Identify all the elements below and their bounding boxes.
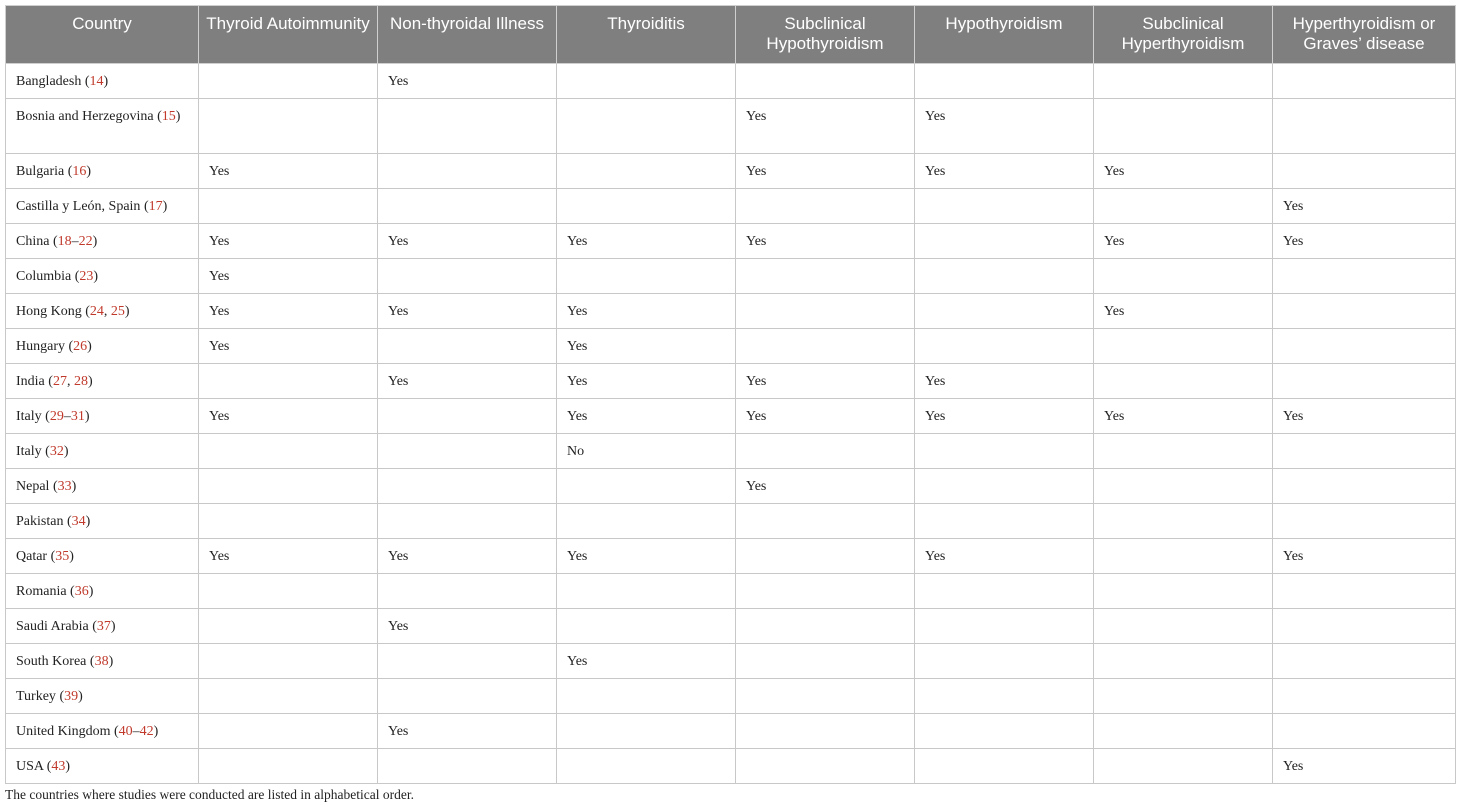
table-cell: [1273, 434, 1456, 469]
table-cell: Yes: [557, 364, 736, 399]
table-footnote: The countries where studies were conducted are listed in alphabetical order.: [5, 787, 414, 802]
table-cell: [1273, 469, 1456, 504]
reference-link[interactable]: 39: [64, 689, 79, 704]
table-cell: [199, 434, 378, 469]
table-cell: [915, 469, 1094, 504]
table-cell: [736, 294, 915, 329]
reference-link[interactable]: 22: [78, 234, 93, 249]
table-cell: [378, 434, 557, 469]
table-cell: Yes: [199, 294, 378, 329]
table-body: [6, 64, 1456, 784]
table-cell: Yes: [915, 539, 1094, 574]
table-cell: [1094, 609, 1273, 644]
table-cell: Yes: [378, 364, 557, 399]
table-cell: [915, 714, 1094, 749]
country-cell: South Korea (38): [6, 644, 199, 679]
table-cell: [1094, 504, 1273, 539]
table-cell: Yes: [199, 329, 378, 364]
table-cell: [1273, 294, 1456, 329]
table-cell: Yes: [736, 399, 915, 434]
country-name: Columbia: [16, 269, 72, 284]
table-cell: [736, 714, 915, 749]
header-non-thyroidal-illness: Non-thyroidal Illness: [378, 6, 557, 64]
country-name: Romania: [16, 584, 67, 599]
table-cell: [915, 294, 1094, 329]
reference-separator: ,: [103, 304, 111, 319]
header-subclinical-hypothyroidism: Subclinical Hypothyroidism: [736, 6, 915, 64]
country-cell: Nepal (33): [6, 469, 199, 504]
country-cell: Italy (29–31): [6, 399, 199, 434]
reference-link[interactable]: 24: [89, 304, 104, 319]
table-cell: [1094, 714, 1273, 749]
table-cell: [378, 574, 557, 609]
header-thyroid-autoimmunity: Thyroid Autoimmunity: [199, 6, 378, 64]
reference-link[interactable]: 28: [73, 374, 88, 389]
reference-link[interactable]: 14: [89, 74, 104, 89]
table-cell: [557, 504, 736, 539]
table-row: [6, 644, 1456, 679]
table-cell: Yes: [736, 99, 915, 154]
table-cell: [378, 679, 557, 714]
reference-link[interactable]: 27: [52, 374, 67, 389]
table-cell: [199, 504, 378, 539]
table-cell: Yes: [1273, 224, 1456, 259]
country-name: South Korea: [16, 654, 87, 669]
country-name: China: [16, 234, 50, 249]
table-cell: [557, 679, 736, 714]
table-cell: Yes: [915, 399, 1094, 434]
table-cell: [915, 679, 1094, 714]
table-cell: Yes: [1094, 399, 1273, 434]
country-cell: Bosnia and Herzegovina (15): [6, 99, 199, 154]
table-cell: Yes: [557, 399, 736, 434]
country-name: Bosnia and Herzegovina: [16, 109, 154, 124]
reference-link[interactable]: 18: [57, 234, 72, 249]
table-cell: [736, 749, 915, 784]
table-cell: Yes: [378, 714, 557, 749]
country-cell: Turkey (39): [6, 679, 199, 714]
table-cell: [199, 64, 378, 99]
reference-link[interactable]: 36: [74, 584, 89, 599]
table-cell: [1094, 679, 1273, 714]
country-name: India: [16, 374, 45, 389]
table-cell: [915, 609, 1094, 644]
table-cell: Yes: [557, 294, 736, 329]
table-cell: Yes: [199, 539, 378, 574]
table-cell: Yes: [557, 329, 736, 364]
country-name: Italy: [16, 409, 42, 424]
country-cell: Italy (32): [6, 434, 199, 469]
table-row: [6, 434, 1456, 469]
table-cell: [557, 154, 736, 189]
reference-link[interactable]: 35: [55, 549, 70, 564]
table-cell: [1094, 644, 1273, 679]
table-cell: [1094, 64, 1273, 99]
country-name: Castilla y León, Spain: [16, 199, 141, 214]
reference-link[interactable]: 38: [94, 654, 109, 669]
table-cell: [199, 679, 378, 714]
reference-separator: –: [71, 234, 79, 249]
country-cell: Hungary (26): [6, 329, 199, 364]
table-cell: [199, 99, 378, 154]
table-cell: [1094, 749, 1273, 784]
table-cell: [1273, 574, 1456, 609]
table-cell: No: [557, 434, 736, 469]
table-cell: [378, 189, 557, 224]
table-cell: Yes: [915, 154, 1094, 189]
table-cell: [378, 259, 557, 294]
table-cell: Yes: [378, 609, 557, 644]
table-row: [6, 224, 1456, 259]
table-cell: [915, 749, 1094, 784]
table-cell: Yes: [736, 469, 915, 504]
table-cell: [1094, 99, 1273, 154]
reference-link[interactable]: 25: [110, 304, 125, 319]
table-cell: [199, 749, 378, 784]
table-cell: [736, 329, 915, 364]
table-cell: Yes: [378, 294, 557, 329]
country-cell: Saudi Arabia (37): [6, 609, 199, 644]
reference-separator: ,: [66, 374, 74, 389]
table-cell: [915, 644, 1094, 679]
country-name: Bulgaria: [16, 164, 65, 179]
table-cell: [199, 364, 378, 399]
table-row: [6, 64, 1456, 99]
table-cell: Yes: [378, 539, 557, 574]
table-cell: [1094, 539, 1273, 574]
table-cell: Yes: [199, 224, 378, 259]
reference-separator: –: [132, 724, 140, 739]
reference-link[interactable]: 15: [161, 109, 176, 124]
table-cell: [557, 64, 736, 99]
country-cell: Qatar (35): [6, 539, 199, 574]
table-row: [6, 364, 1456, 399]
table-row: [6, 154, 1456, 189]
table-cell: [378, 644, 557, 679]
country-cell: Pakistan (34): [6, 504, 199, 539]
table-cell: [1273, 714, 1456, 749]
reference-link[interactable]: 16: [72, 164, 87, 179]
reference-separator: –: [63, 409, 71, 424]
header-hypothyroidism: Hypothyroidism: [915, 6, 1094, 64]
table-cell: [736, 574, 915, 609]
header-subclinical-hyperthyroidism: Subclinical Hyperthyroidism: [1094, 6, 1273, 64]
table-cell: Yes: [557, 539, 736, 574]
table-cell: [557, 574, 736, 609]
table-cell: Yes: [557, 644, 736, 679]
table-row: [6, 399, 1456, 434]
table-cell: Yes: [736, 364, 915, 399]
country-cell: Hong Kong (24, 25): [6, 294, 199, 329]
country-cell: United Kingdom (40–42): [6, 714, 199, 749]
reference-link[interactable]: 34: [71, 514, 86, 529]
table-cell: Yes: [1273, 539, 1456, 574]
country-cell: China (18–22): [6, 224, 199, 259]
table-cell: [199, 574, 378, 609]
table-cell: [1094, 364, 1273, 399]
table-cell: [1273, 504, 1456, 539]
reference-link[interactable]: 31: [70, 409, 85, 424]
table-cell: [1094, 189, 1273, 224]
table-cell: [915, 504, 1094, 539]
table-cell: Yes: [736, 224, 915, 259]
table-cell: [915, 329, 1094, 364]
table-cell: [1273, 609, 1456, 644]
table-cell: [557, 749, 736, 784]
header-row: [6, 6, 1456, 64]
reference-link[interactable]: 26: [73, 339, 88, 354]
table-cell: [1094, 434, 1273, 469]
table-cell: [199, 609, 378, 644]
table-cell: [557, 714, 736, 749]
table-cell: [557, 259, 736, 294]
country-cell: India (27, 28): [6, 364, 199, 399]
country-name: Qatar: [16, 549, 48, 564]
country-name: Italy: [16, 444, 42, 459]
table-cell: Yes: [1094, 294, 1273, 329]
country-cell: Bangladesh (14): [6, 64, 199, 99]
table-cell: [736, 434, 915, 469]
table-cell: [557, 189, 736, 224]
table-cell: Yes: [199, 154, 378, 189]
table-cell: [736, 609, 915, 644]
table-cell: [378, 749, 557, 784]
table-row: [6, 539, 1456, 574]
table-row: [6, 99, 1456, 154]
reference-link[interactable]: 40: [118, 724, 133, 739]
table-cell: [736, 644, 915, 679]
table-cell: Yes: [1094, 154, 1273, 189]
table-cell: [1273, 644, 1456, 679]
table-row: [6, 679, 1456, 714]
table-cell: [736, 679, 915, 714]
table-cell: [736, 259, 915, 294]
table-row: [6, 259, 1456, 294]
table-cell: [1094, 574, 1273, 609]
table-cell: [378, 469, 557, 504]
table-cell: [736, 64, 915, 99]
reference-link[interactable]: 17: [148, 199, 163, 214]
table-cell: Yes: [199, 259, 378, 294]
table-cell: [378, 399, 557, 434]
table-cell: Yes: [915, 99, 1094, 154]
country-cell: Castilla y León, Spain (17): [6, 189, 199, 224]
table-cell: Yes: [736, 154, 915, 189]
table-cell: [199, 469, 378, 504]
table-cell: [915, 224, 1094, 259]
table-cell: [557, 609, 736, 644]
table-cell: [1094, 329, 1273, 364]
country-name: United Kingdom: [16, 724, 111, 739]
reference-link[interactable]: 33: [57, 479, 72, 494]
table-cell: Yes: [915, 364, 1094, 399]
table-cell: Yes: [1094, 224, 1273, 259]
reference-link[interactable]: 42: [139, 724, 154, 739]
table-row: [6, 504, 1456, 539]
country-name: USA: [16, 759, 44, 774]
table-cell: [378, 329, 557, 364]
table-row: [6, 469, 1456, 504]
table-row: [6, 609, 1456, 644]
table-cell: [915, 574, 1094, 609]
header-thyroiditis: Thyroiditis: [557, 6, 736, 64]
table-row: [6, 714, 1456, 749]
reference-link[interactable]: 32: [49, 444, 64, 459]
table-cell: Yes: [557, 224, 736, 259]
table-cell: [736, 539, 915, 574]
table-cell: [199, 644, 378, 679]
header-country: Country: [6, 6, 199, 64]
table-cell: [1273, 99, 1456, 154]
country-cell: Bulgaria (16): [6, 154, 199, 189]
reference-link[interactable]: 37: [96, 619, 111, 634]
reference-link[interactable]: 29: [49, 409, 64, 424]
table-cell: [915, 189, 1094, 224]
country-name: Hong Kong: [16, 304, 82, 319]
reference-link[interactable]: 43: [51, 759, 66, 774]
table-cell: [1273, 364, 1456, 399]
table-cell: Yes: [199, 399, 378, 434]
table-cell: [199, 714, 378, 749]
table-cell: [915, 259, 1094, 294]
country-name: Pakistan: [16, 514, 64, 529]
country-thyroid-table: [5, 5, 1456, 784]
table-cell: [915, 64, 1094, 99]
country-name: Saudi Arabia: [16, 619, 89, 634]
table-cell: [557, 469, 736, 504]
country-cell: USA (43): [6, 749, 199, 784]
table-row: [6, 294, 1456, 329]
country-cell: Columbia (23): [6, 259, 199, 294]
country-cell: Romania (36): [6, 574, 199, 609]
table-cell: [378, 504, 557, 539]
table-cell: [378, 99, 557, 154]
table-cell: [1094, 469, 1273, 504]
table-cell: Yes: [1273, 189, 1456, 224]
country-name: Nepal: [16, 479, 50, 494]
table-cell: Yes: [1273, 749, 1456, 784]
table-cell: [557, 99, 736, 154]
table-cell: Yes: [1273, 399, 1456, 434]
table-cell: Yes: [378, 64, 557, 99]
table-cell: [1273, 329, 1456, 364]
table-cell: [1273, 154, 1456, 189]
reference-link[interactable]: 23: [79, 269, 94, 284]
table-cell: [1273, 64, 1456, 99]
table-cell: [915, 434, 1094, 469]
table-cell: [199, 189, 378, 224]
country-name: Bangladesh: [16, 74, 82, 89]
country-name: Hungary: [16, 339, 65, 354]
table-cell: [736, 504, 915, 539]
table-cell: [1273, 259, 1456, 294]
table-cell: [1094, 259, 1273, 294]
header-hyperthyroidism-graves: Hyperthyroidism or Graves’ disease: [1273, 6, 1456, 64]
table-row: [6, 749, 1456, 784]
table-row: [6, 574, 1456, 609]
table-cell: [736, 189, 915, 224]
table-cell: Yes: [378, 224, 557, 259]
table-cell: [1273, 679, 1456, 714]
table-row: [6, 189, 1456, 224]
country-name: Turkey: [16, 689, 56, 704]
table-row: [6, 329, 1456, 364]
table-cell: [378, 154, 557, 189]
